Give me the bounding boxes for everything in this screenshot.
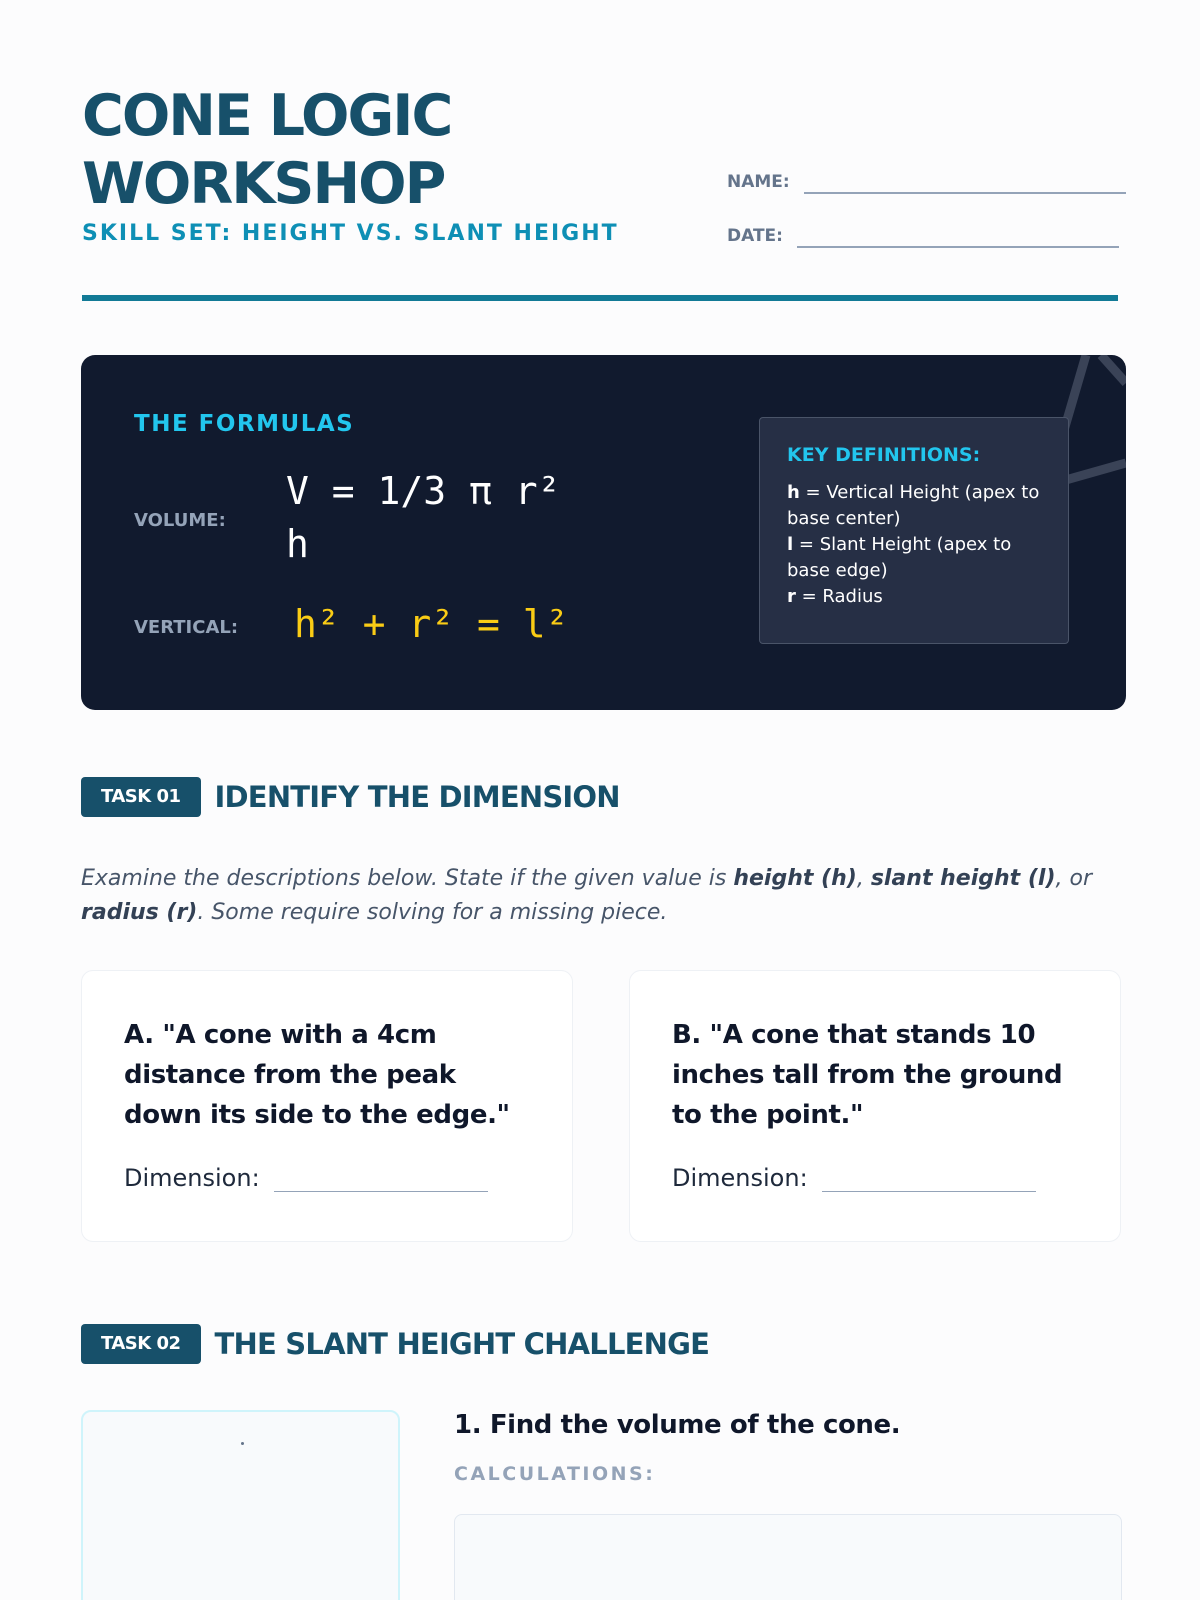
task-02-title: THE SLANT HEIGHT CHALLENGE: [214, 1327, 710, 1361]
definition-symbol: r: [787, 586, 796, 607]
pythagorean-formula: h² + r² = l²: [294, 602, 569, 646]
cone-apex-dot: [241, 1442, 244, 1445]
definitions-title: KEY DEFINITIONS:: [787, 444, 981, 466]
volume-label: VOLUME:: [134, 510, 226, 531]
question-a-text: A. "A cone with a 4cm distance from the peak down its side to the edge.": [124, 1020, 510, 1130]
definition-height: [787, 480, 1041, 532]
definition-slant-height: [787, 532, 1041, 584]
question-card-a: [81, 970, 573, 1242]
key-definitions-box: [759, 417, 1069, 644]
task-01-title: IDENTIFY THE DIMENSION: [214, 780, 620, 814]
dimension-field-a: [124, 1164, 488, 1192]
definition-symbol: l: [787, 534, 794, 555]
calculations-label: CALCULATIONS:: [454, 1463, 656, 1485]
dimension-label: Dimension:: [672, 1164, 808, 1192]
definition-symbol: h: [787, 482, 800, 503]
instructions-radius-term: radius (r): [81, 900, 198, 925]
dimension-answer-line[interactable]: [274, 1165, 488, 1192]
definition-text: = Vertical Height (apex to base center): [787, 482, 1040, 529]
question-1-text: 1. Find the volume of the cone.: [454, 1410, 901, 1440]
definition-text: = Slant Height (apex to base edge): [787, 534, 1012, 581]
dimension-answer-line[interactable]: [822, 1165, 1036, 1192]
definition-radius: [787, 584, 1041, 610]
worksheet-header: [82, 0, 1118, 302]
title-line-1: CONE LOGIC: [82, 83, 452, 149]
date-label: DATE:: [727, 226, 783, 246]
instructions-height-term: height (h): [733, 866, 857, 891]
vertical-label: VERTICAL:: [134, 617, 239, 638]
name-field: [727, 168, 1126, 194]
definition-text: = Radius: [795, 586, 883, 607]
question-b-text: B. "A cone that stands 10 inches tall from the ground to the point.": [672, 1020, 1063, 1130]
title-line-2: WORKSHOP: [82, 151, 445, 217]
date-input-line[interactable]: [797, 222, 1119, 248]
dimension-label: Dimension:: [124, 1164, 260, 1192]
instructions-separator: ,: [856, 866, 871, 891]
worksheet-title: [82, 82, 682, 218]
instructions-text: Examine the descriptions below. State if the given value is: [81, 866, 734, 891]
worksheet-subtitle: SKILL SET: HEIGHT VS. SLANT HEIGHT: [82, 221, 619, 246]
instructions-text: . Some require solving for a missing piece.: [197, 900, 668, 925]
header-divider: [82, 295, 1118, 301]
date-field: [727, 222, 1119, 248]
name-input-line[interactable]: [804, 168, 1126, 194]
instructions-slant-term: slant height (l): [870, 866, 1056, 891]
volume-formula: V = 1/3 π r² h: [286, 469, 561, 566]
name-label: NAME:: [727, 172, 790, 192]
question-card-b: [629, 970, 1121, 1242]
formula-card: [81, 355, 1126, 710]
dimension-field-b: [672, 1164, 1036, 1192]
calculations-area[interactable]: [454, 1514, 1122, 1600]
instructions-separator: , or: [1055, 866, 1093, 891]
formulas-heading: THE FORMULAS: [134, 411, 355, 437]
task-01-instructions: [81, 862, 1121, 930]
task-02-badge: TASK 02: [81, 1324, 201, 1364]
task-01-header: [81, 777, 620, 817]
task-02-header: [81, 1324, 709, 1364]
cone-diagram-box: [81, 1410, 400, 1600]
task-01-badge: TASK 01: [81, 777, 201, 817]
